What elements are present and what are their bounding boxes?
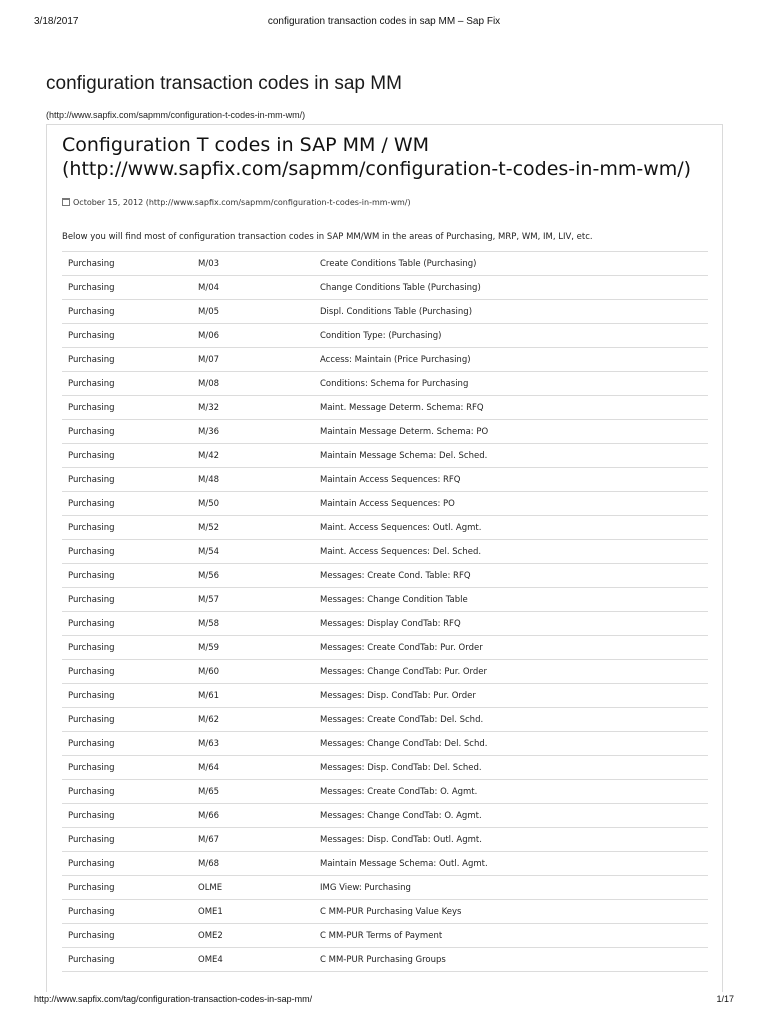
tcode-cell: M/07 (192, 348, 314, 372)
description-cell: Conditions: Schema for Purchasing (314, 372, 708, 396)
description-cell: C MM-PUR Terms of Payment (314, 924, 708, 948)
table-row (62, 276, 708, 300)
description-cell: Messages: Change CondTab: Pur. Order (314, 660, 708, 684)
calendar-icon (62, 198, 70, 206)
tcode-cell: M/56 (192, 564, 314, 588)
area-cell: Purchasing (62, 324, 192, 348)
tcode-cell: M/64 (192, 756, 314, 780)
post-title-link[interactable]: Configuration T codes in SAP MM / WM (http://www.sapfix.com/sapmm/configuration-t-codes-in-mm-wm/) (62, 134, 692, 180)
table-row (62, 252, 708, 276)
area-cell: Purchasing (62, 492, 192, 516)
table-row (62, 396, 708, 420)
table-row (62, 516, 708, 540)
tcode-cell: M/50 (192, 492, 314, 516)
tcode-cell: M/06 (192, 324, 314, 348)
area-cell: Purchasing (62, 468, 192, 492)
description-cell: IMG View: Purchasing (314, 876, 708, 900)
tcode-cell: M/63 (192, 732, 314, 756)
area-cell: Purchasing (62, 612, 192, 636)
table-row (62, 372, 708, 396)
table-row (62, 924, 708, 948)
tcode-cell: M/36 (192, 420, 314, 444)
tcode-cell: M/62 (192, 708, 314, 732)
description-cell: Maintain Message Schema: Outl. Agmt. (314, 852, 708, 876)
tcode-cell: M/61 (192, 684, 314, 708)
tcode-cell: M/52 (192, 516, 314, 540)
area-cell: Purchasing (62, 540, 192, 564)
tcode-cell: M/42 (192, 444, 314, 468)
tcode-cell: OME4 (192, 948, 314, 972)
tcode-cell: OME1 (192, 900, 314, 924)
table-row (62, 804, 708, 828)
tcode-cell: M/66 (192, 804, 314, 828)
intro-text: Below you will find most of configuration transaction codes in SAP MM/WM in the areas of Purchasing, MRP, WM, IM, LIV, etc. (62, 232, 593, 242)
description-cell: Messages: Create CondTab: Del. Schd. (314, 708, 708, 732)
area-cell: Purchasing (62, 828, 192, 852)
page-number: 1/17 (716, 994, 734, 1004)
area-cell: Purchasing (62, 252, 192, 276)
area-cell: Purchasing (62, 852, 192, 876)
description-cell: Messages: Create CondTab: Pur. Order (314, 636, 708, 660)
tcode-cell: M/59 (192, 636, 314, 660)
description-cell: Condition Type: (Purchasing) (314, 324, 708, 348)
tcode-cell: M/08 (192, 372, 314, 396)
area-cell: Purchasing (62, 660, 192, 684)
table-row (62, 348, 708, 372)
tcode-cell: M/03 (192, 252, 314, 276)
area-cell: Purchasing (62, 876, 192, 900)
area-cell: Purchasing (62, 804, 192, 828)
area-cell: Purchasing (62, 396, 192, 420)
area-cell: Purchasing (62, 420, 192, 444)
description-cell: Messages: Change CondTab: O. Agmt. (314, 804, 708, 828)
description-cell: Access: Maintain (Price Purchasing) (314, 348, 708, 372)
description-cell: C MM-PUR Purchasing Value Keys (314, 900, 708, 924)
table-row (62, 300, 708, 324)
tcode-cell: M/68 (192, 852, 314, 876)
tcode-cell: M/04 (192, 276, 314, 300)
print-footer (34, 994, 734, 1008)
table-row (62, 444, 708, 468)
tcode-cell: M/57 (192, 588, 314, 612)
page-title: configuration transaction codes in sap MM (46, 73, 402, 94)
tcode-cell: OME2 (192, 924, 314, 948)
post-date-link[interactable]: October 15, 2012 (http://www.sapfix.com/sapmm/configuration-t-codes-in-mm-wm/) (73, 198, 411, 207)
tcode-cell: M/65 (192, 780, 314, 804)
table-row (62, 492, 708, 516)
area-cell: Purchasing (62, 900, 192, 924)
table-row (62, 588, 708, 612)
area-cell: Purchasing (62, 372, 192, 396)
print-date: 3/18/2017 (34, 16, 79, 27)
print-header (34, 16, 734, 30)
table-row (62, 780, 708, 804)
print-document-title: configuration transaction codes in sap MM – Sap Fix (267, 16, 501, 27)
table-row (62, 732, 708, 756)
table-row (62, 660, 708, 684)
area-cell: Purchasing (62, 564, 192, 588)
description-cell: Maint. Access Sequences: Del. Sched. (314, 540, 708, 564)
tcode-cell: M/32 (192, 396, 314, 420)
tcode-cell: M/05 (192, 300, 314, 324)
area-cell: Purchasing (62, 444, 192, 468)
area-cell: Purchasing (62, 636, 192, 660)
area-cell: Purchasing (62, 948, 192, 972)
tcode-cell: M/60 (192, 660, 314, 684)
table-row (62, 708, 708, 732)
description-cell: Messages: Change CondTab: Del. Schd. (314, 732, 708, 756)
page-url-link[interactable]: (http://www.sapfix.com/sapmm/configuration-t-codes-in-mm-wm/) (46, 110, 306, 120)
description-cell: Maintain Message Determ. Schema: PO (314, 420, 708, 444)
description-cell: Maintain Access Sequences: PO (314, 492, 708, 516)
article-box (46, 124, 723, 992)
post-meta (62, 198, 411, 207)
table-row (62, 636, 708, 660)
description-cell: Messages: Create Cond. Table: RFQ (314, 564, 708, 588)
area-cell: Purchasing (62, 348, 192, 372)
table-row (62, 540, 708, 564)
area-cell: Purchasing (62, 780, 192, 804)
area-cell: Purchasing (62, 756, 192, 780)
description-cell: Displ. Conditions Table (Purchasing) (314, 300, 708, 324)
tcode-cell: M/58 (192, 612, 314, 636)
description-cell: Maint. Access Sequences: Outl. Agmt. (314, 516, 708, 540)
table-row (62, 900, 708, 924)
table-row (62, 876, 708, 900)
description-cell: Messages: Change Condition Table (314, 588, 708, 612)
tcode-cell: M/54 (192, 540, 314, 564)
table-row (62, 684, 708, 708)
description-cell: Messages: Display CondTab: RFQ (314, 612, 708, 636)
tcode-cell: M/48 (192, 468, 314, 492)
table-row (62, 828, 708, 852)
area-cell: Purchasing (62, 708, 192, 732)
tcode-table (62, 251, 708, 972)
description-cell: Messages: Disp. CondTab: Outl. Agmt. (314, 828, 708, 852)
table-row (62, 948, 708, 972)
area-cell: Purchasing (62, 924, 192, 948)
table-row (62, 420, 708, 444)
area-cell: Purchasing (62, 588, 192, 612)
description-cell: Maintain Access Sequences: RFQ (314, 468, 708, 492)
table-row (62, 468, 708, 492)
description-cell: Change Conditions Table (Purchasing) (314, 276, 708, 300)
table-row (62, 564, 708, 588)
description-cell: C MM-PUR Purchasing Groups (314, 948, 708, 972)
tcode-cell: OLME (192, 876, 314, 900)
description-cell: Create Conditions Table (Purchasing) (314, 252, 708, 276)
area-cell: Purchasing (62, 276, 192, 300)
footer-url: http://www.sapfix.com/tag/configuration-transaction-codes-in-sap-mm/ (34, 994, 313, 1004)
tcode-cell: M/67 (192, 828, 314, 852)
table-row (62, 852, 708, 876)
description-cell: Maint. Message Determ. Schema: RFQ (314, 396, 708, 420)
table-row (62, 612, 708, 636)
area-cell: Purchasing (62, 300, 192, 324)
table-row (62, 324, 708, 348)
table-row (62, 756, 708, 780)
description-cell: Maintain Message Schema: Del. Sched. (314, 444, 708, 468)
area-cell: Purchasing (62, 516, 192, 540)
description-cell: Messages: Create CondTab: O. Agmt. (314, 780, 708, 804)
area-cell: Purchasing (62, 684, 192, 708)
description-cell: Messages: Disp. CondTab: Del. Sched. (314, 756, 708, 780)
description-cell: Messages: Disp. CondTab: Pur. Order (314, 684, 708, 708)
area-cell: Purchasing (62, 732, 192, 756)
